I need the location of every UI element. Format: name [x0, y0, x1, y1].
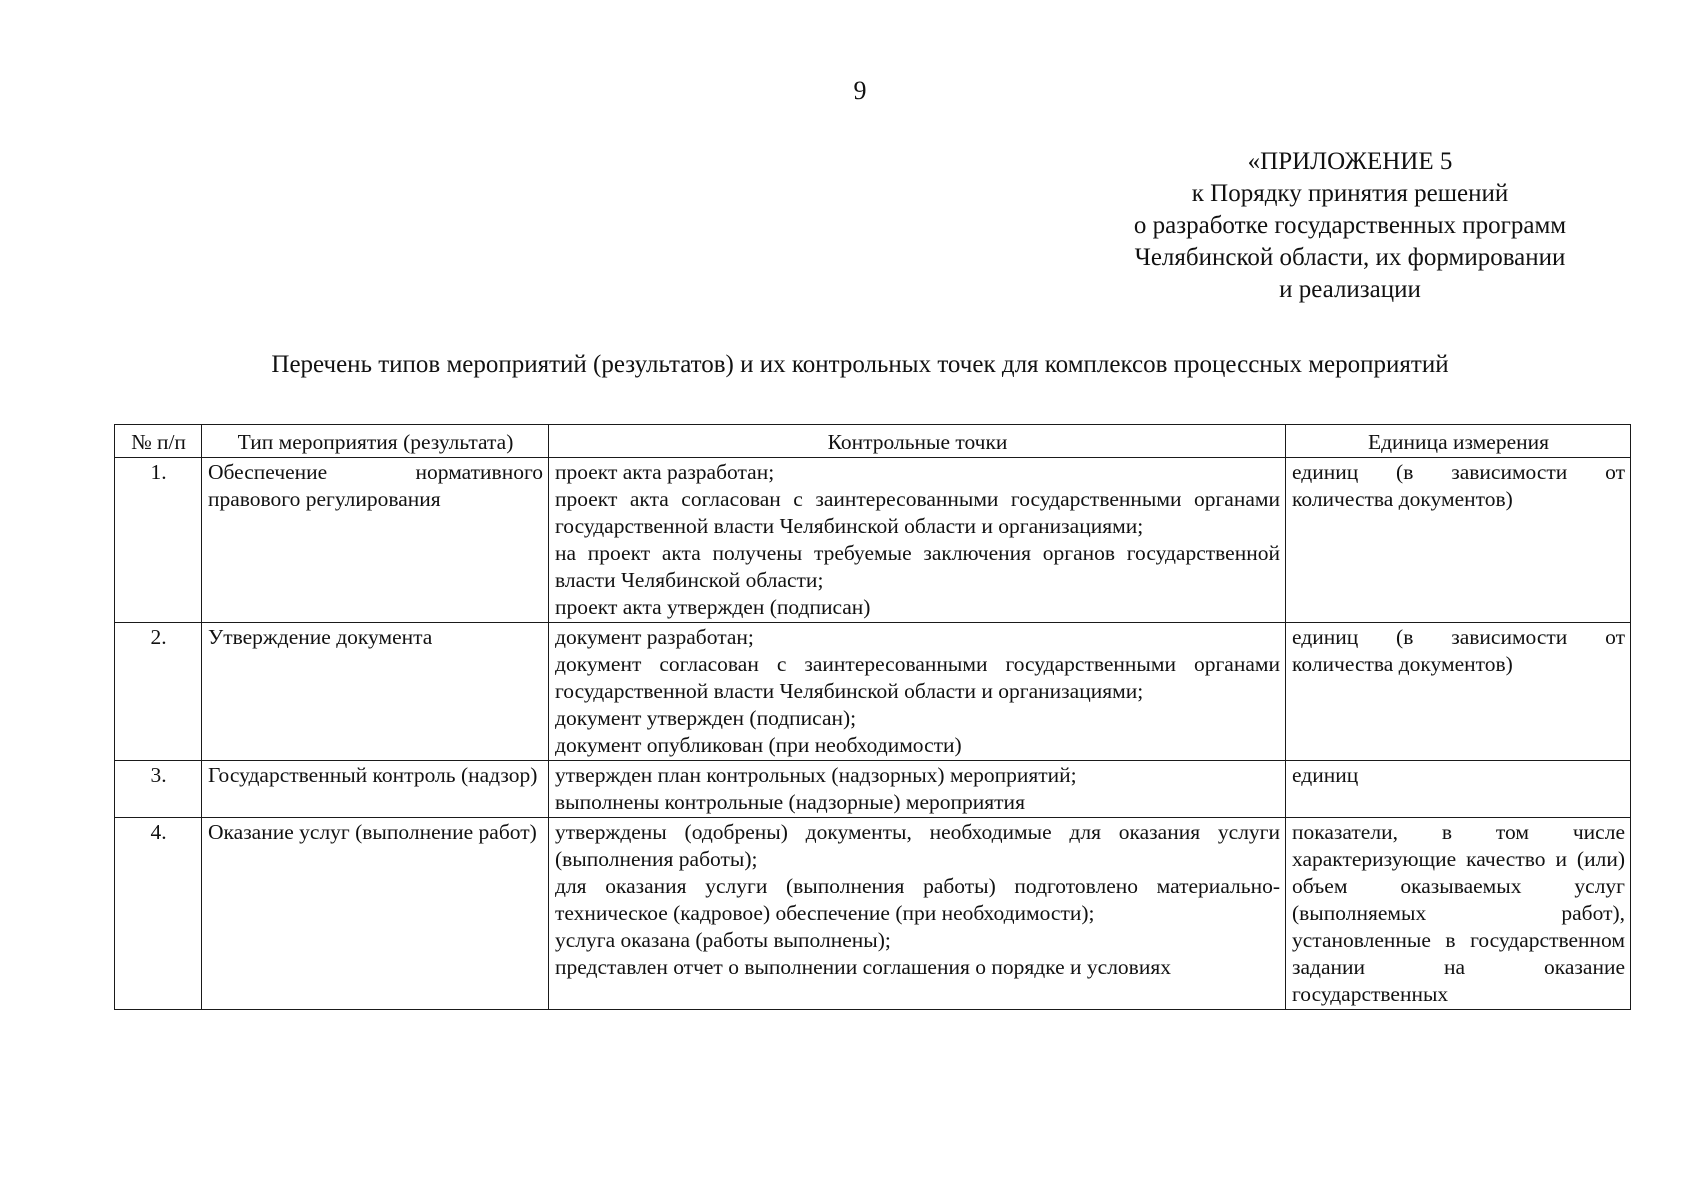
checkpoint-item: проект акта согласован с заинтересованными государственными органами государственной власти Челябинской области и организациями; — [555, 487, 1280, 538]
checkpoint-item: проект акта утвержден (подписан) — [555, 595, 871, 619]
row-checkpoints — [549, 458, 1286, 623]
table-row — [115, 761, 1631, 818]
checkpoint-item: документ разработан; — [555, 625, 754, 649]
checkpoint-item: утверждены (одобрены) документы, необходимые для оказания услуги (выполнения работы); — [555, 820, 1280, 871]
appendix-line: «ПРИЛОЖЕНИЕ 5 — [1247, 148, 1453, 175]
header-unit: Единица измерения — [1286, 425, 1631, 458]
appendix-line: и реализации — [1279, 276, 1421, 303]
row-checkpoints — [549, 623, 1286, 761]
appendix-heading — [1090, 146, 1610, 306]
checkpoint-item: для оказания услуги (выполнения работы) подготовлено материально-техническое (кадровое) обеспечение (при необходимости); — [555, 874, 1280, 925]
row-num: 3. — [115, 761, 202, 818]
row-unit: показатели, в том числе характеризующие качество и (или) объем оказываемых услуг (выполняемых работ), установленные в государственном задании на оказание государственных — [1286, 818, 1631, 1010]
appendix-line: к Порядку принятия решений — [1191, 180, 1509, 207]
document-title: Перечень типов мероприятий (результатов) и их контрольных точек для комплексов процессных мероприятий — [271, 351, 1449, 378]
checkpoint-item: утвержден план контрольных (надзорных) мероприятий; — [555, 763, 1077, 787]
header-type: Тип мероприятия (результата) — [202, 425, 549, 458]
checkpoint-item: проект акта разработан; — [555, 460, 775, 484]
row-num: 2. — [115, 623, 202, 761]
table-row — [115, 458, 1631, 623]
row-num: 1. — [115, 458, 202, 623]
table-header-row — [115, 425, 1631, 458]
row-unit: единиц — [1286, 761, 1631, 818]
checkpoint-item: на проект акта получены требуемые заключения органов государственной власти Челябинской области; — [555, 541, 1280, 592]
checkpoint-item: выполнены контрольные (надзорные) мероприятия — [555, 790, 1025, 814]
appendix-line: Челябинской области, их формировании — [1134, 244, 1566, 271]
table-row — [115, 818, 1631, 1010]
row-checkpoints — [549, 761, 1286, 818]
row-type: Утверждение документа — [202, 623, 549, 761]
table-row — [115, 623, 1631, 761]
row-unit: единиц (в зависимости от количества документов) — [1286, 623, 1631, 761]
checkpoint-item: услуга оказана (работы выполнены); — [555, 928, 891, 952]
row-checkpoints — [549, 818, 1286, 1010]
header-checkpoints: Контрольные точки — [549, 425, 1286, 458]
header-num: № п/п — [115, 425, 202, 458]
appendix-line: о разработке государственных программ — [1133, 212, 1567, 239]
row-type: Обеспечение нормативного правового регулирования — [202, 458, 549, 623]
measures-table — [114, 424, 1631, 1010]
row-unit: единиц (в зависимости от количества документов) — [1286, 458, 1631, 623]
checkpoint-item: представлен отчет о выполнении соглашения о порядке и условиях — [555, 955, 1171, 979]
checkpoint-item: документ согласован с заинтересованными государственными органами государственной власти Челябинской области и организациями; — [555, 652, 1280, 703]
row-type: Государственный контроль (надзор) — [202, 761, 549, 818]
row-type: Оказание услуг (выполнение работ) — [202, 818, 549, 1010]
row-num: 4. — [115, 818, 202, 1010]
page-number: 9 — [853, 76, 867, 105]
checkpoint-item: документ опубликован (при необходимости) — [555, 733, 962, 757]
checkpoint-item: документ утвержден (подписан); — [555, 706, 857, 730]
